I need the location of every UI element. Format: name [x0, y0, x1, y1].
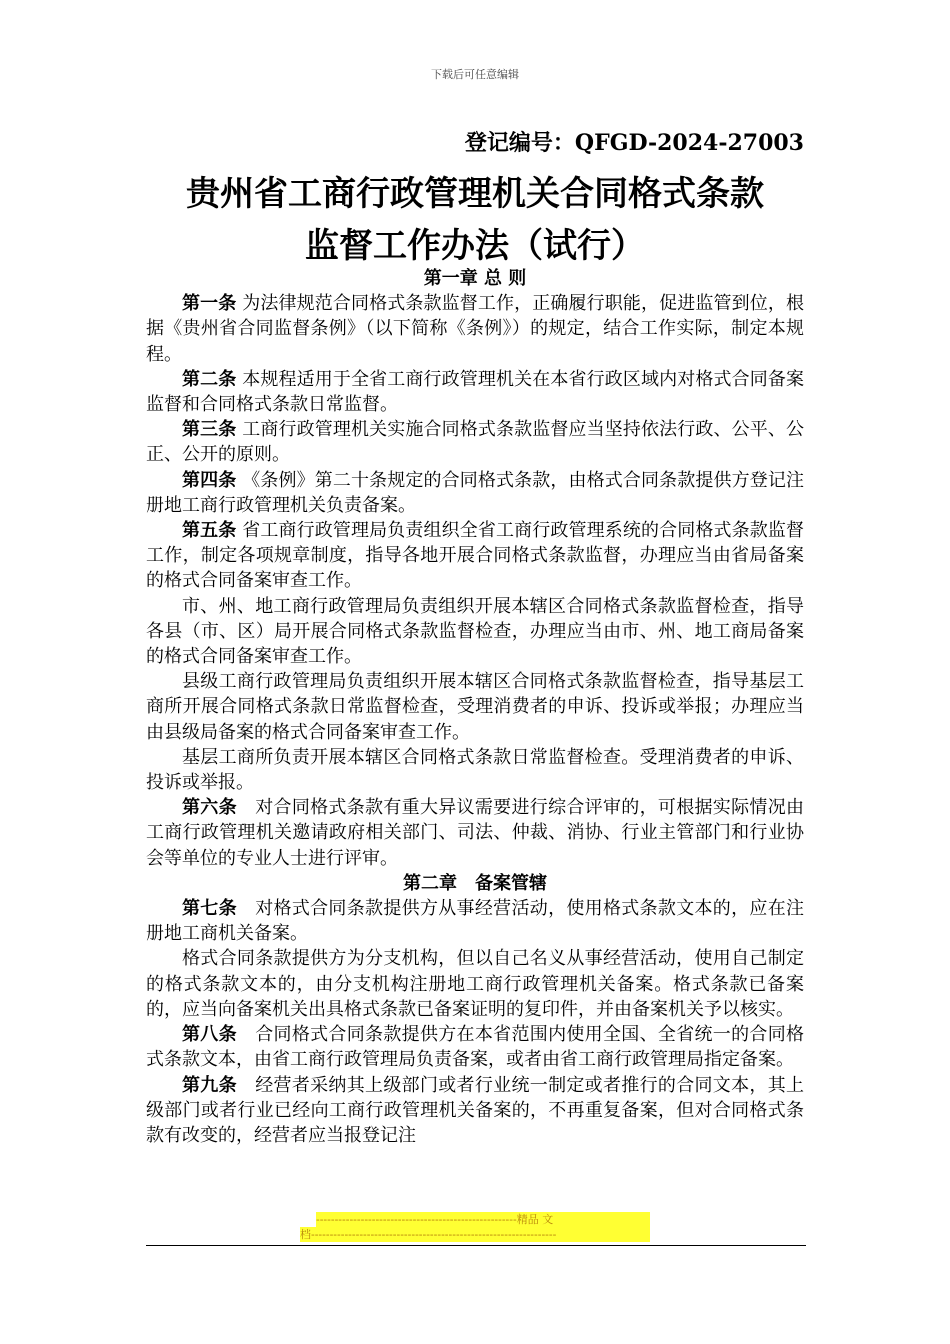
- article-text: 《条例》第二十条规定的合同格式条款，由格式合同条款提供方登记注册地工商行政管理机关负责备案。: [146, 469, 805, 516]
- registration-number: 登记编号：QFGD-2024-27003: [464, 130, 804, 156]
- footer-band-line: 档------------------------------------------------------------------: [300, 1227, 650, 1242]
- article-label: 第一条: [182, 293, 237, 315]
- article-label: 第五条: [182, 520, 237, 542]
- article-text: 工商行政管理机关实施合同格式条款监督应当坚持依法行政、公平、公正、公开的原则。: [146, 419, 805, 466]
- article-9: [146, 1073, 804, 1149]
- footer-watermark-band: [300, 1212, 650, 1242]
- article-5-paragraph-4: 基层工商所负责开展本辖区合同格式条款日常监督检查。受理消费者的申诉、投诉或举报。: [146, 746, 804, 794]
- article-5-paragraph-2: 市、州、地工商行政管理局负责组织开展本辖区合同格式条款监督检查，指导各县（市、区）局开展合同格式条款监督检查，办理应当由市、州、地工商局备案的格式合同备案审查工作。: [146, 595, 804, 668]
- article-text: 本规程适用于全省工商行政管理机关在本省行政区域内对格式合同备案监督和合同格式条款日常监督。: [146, 368, 805, 416]
- document-body: [146, 266, 804, 1148]
- article-text: 为法律规范合同格式条款监督工作，正确履行职能，促进监管到位，根据《贵州省合同监督条例》（以下简称《条例》）的规定，结合工作实际，制定本规程。: [146, 293, 805, 365]
- article-2: [146, 367, 804, 417]
- article-label: 第六条: [182, 797, 237, 819]
- article-label: 第二条: [182, 368, 237, 390]
- article-text: 对格式合同条款提供方从事经营活动，使用格式条款文本的，应在注册地工商机关备案。: [146, 898, 805, 945]
- header-note: 下载后可任意编辑: [431, 68, 519, 81]
- article-label: 第八条: [182, 1024, 237, 1046]
- article-5: [146, 518, 804, 594]
- article-1: [146, 291, 804, 367]
- footer-band-line: ------------------------------------------------------精品 文: [316, 1212, 650, 1227]
- article-text: 合同格式合同条款提供方在本省范围内使用全国、全省统一的合同格式条款文本，由省工商行政管理局负责备案，或者由省工商行政管理局指定备案。: [146, 1024, 805, 1071]
- article-label: 第七条: [182, 898, 237, 920]
- footer-divider: [146, 1245, 806, 1246]
- article-7: [146, 896, 804, 946]
- article-text: 省工商行政管理局负责组织全省工商行政管理系统的合同格式条款监督工作，制定各项规章制度，指导各地开展合同格式条款监督，办理应当由省局备案的格式合同备案审查工作。: [146, 520, 805, 592]
- article-8: [146, 1022, 804, 1072]
- article-text: 对合同格式条款有重大异议需要进行综合评审的，可根据实际情况由工商行政管理机关邀请政府相关部门、司法、仲裁、消协、行业主管部门和行业协会等单位的专业人士进行评审。: [146, 797, 805, 869]
- article-3: [146, 417, 804, 467]
- article-label: 第四条: [182, 469, 237, 491]
- article-label: 第九条: [182, 1074, 237, 1096]
- article-label: 第三条: [182, 419, 237, 441]
- article-5-paragraph-3: 县级工商行政管理局负责组织开展本辖区合同格式条款监督检查，指导基层工商所开展合同格式条款日常监督检查，受理消费者的申诉、投诉或举报；办理应当由县级局备案的格式合同备案审查工作。: [146, 671, 804, 743]
- article-6: [146, 795, 804, 871]
- article-7-paragraph-2: 格式合同条款提供方为分支机构，但以自己名义从事经营活动，使用自己制定的格式条款文本的，由分支机构注册地工商行政管理机关备案。格式条款已备案的，应当向备案机关出具格式条款已备案证明的复印件，并由备案机关予以核实。: [146, 948, 804, 1020]
- document-title-line1: 贵州省工商行政管理机关合同格式条款: [186, 174, 764, 214]
- chapter-heading-2: 第二章 备案管辖: [403, 872, 547, 894]
- chapter-heading-1: 第一章 总 则: [423, 268, 527, 289]
- article-4: [146, 468, 804, 518]
- article-text: 经营者采纳其上级部门或者行业统一制定或者推行的合同文本，其上级部门或者行业已经向工商行政管理机关备案的，不再重复备案，但对合同格式条款有改变的，经营者应当报登记注: [146, 1074, 805, 1146]
- document-title-line2: 监督工作办法（试行）: [305, 226, 645, 266]
